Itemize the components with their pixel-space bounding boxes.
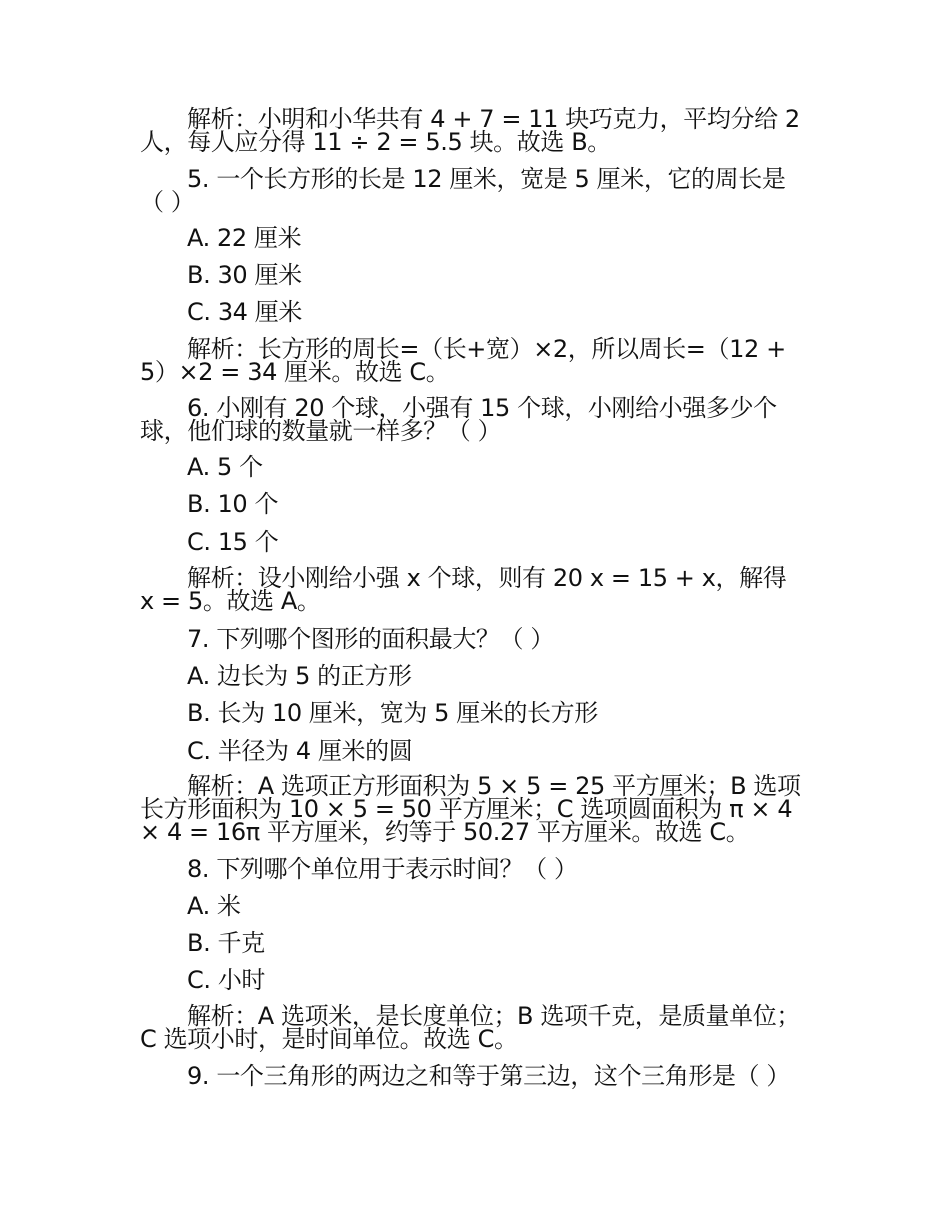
q5-option-a: A. 22 厘米 [187, 224, 302, 252]
q6-option-b: B. 10 个 [187, 490, 279, 518]
explanation-q7: 解析：A 选项正方形面积为 5 × 5 = 25 平方厘米；B 选项长方形面积为 10 × 5 = 50 平方厘米；C 选项圆面积为 π × 4 × 4 = 16π 平方厘米，约等于 50.27 平方厘米。故选 C。 [140, 772, 801, 846]
explanation-q4: 解析：小明和小华共有 4 + 7 = 11 块巧克力，平均分给 2 人，每人应分得 11 ÷ 2 = 5.5 块。故选 B。 [140, 105, 800, 156]
q6-option-c: C. 15 个 [187, 528, 279, 556]
q5-option-b: B. 30 厘米 [187, 261, 302, 289]
q5-option-c: C. 34 厘米 [187, 298, 302, 326]
explanation-q5: 解析：长方形的周长=（长+宽）×2，所以周长=（12 + 5）×2 = 34 厘米。故选 C。 [140, 335, 786, 386]
q8-option-b: B. 千克 [187, 929, 265, 957]
q6-option-a: A. 5 个 [187, 453, 263, 481]
question-5: 5. 一个长方形的长是 12 厘米，宽是 5 厘米，它的周长是（ ） [140, 165, 786, 216]
explanation-q6: 解析：设小刚给小强 x 个球，则有 20 x = 15 + x，解得 x = 5。故选 A。 [140, 564, 787, 615]
q7-option-b: B. 长为 10 厘米，宽为 5 厘米的长方形 [187, 699, 598, 727]
question-6: 6. 小刚有 20 个球，小强有 15 个球，小刚给小强多少个球，他们球的数量就一样多？（ ） [140, 394, 777, 445]
question-9: 9. 一个三角形的两边之和等于第三边，这个三角形是（ ） [187, 1062, 790, 1090]
q8-option-c: C. 小时 [187, 966, 266, 994]
q7-option-c: C. 半径为 4 厘米的圆 [187, 737, 413, 765]
q7-option-a: A. 边长为 5 的正方形 [187, 662, 412, 690]
explanation-q8: 解析：A 选项米，是长度单位；B 选项千克，是质量单位；C 选项小时，是时间单位。故选 C。 [140, 1002, 800, 1053]
question-7: 7. 下列哪个图形的面积最大？（ ） [187, 625, 554, 653]
question-8: 8. 下列哪个单位用于表示时间？（ ） [187, 855, 578, 883]
q8-option-a: A. 米 [187, 892, 241, 920]
